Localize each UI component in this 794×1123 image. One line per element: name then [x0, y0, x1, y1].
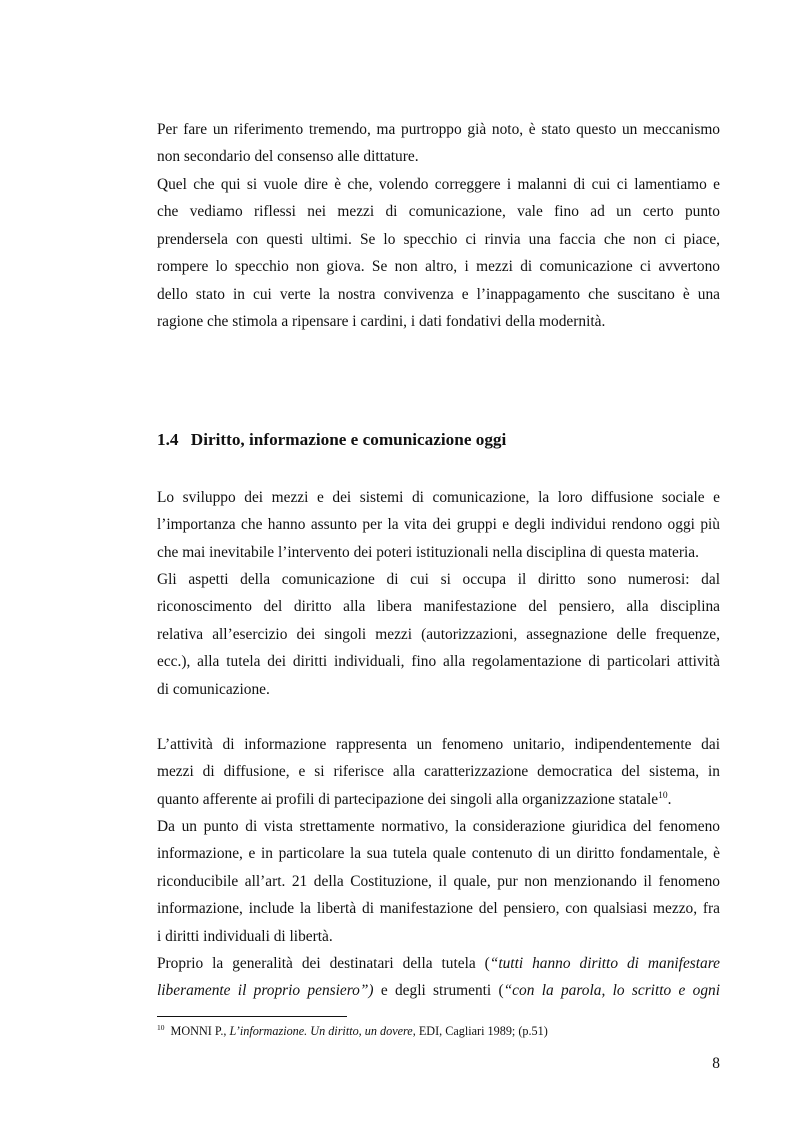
text-line: l’importanza che hanno assunto per la vita dei gruppi e degli individui rendono oggi più: [157, 516, 720, 534]
text-fragment: Proprio la generalità dei destinatari della tutela (: [157, 955, 490, 972]
section-title: Diritto, informazione e comunicazione oggi: [190, 430, 507, 449]
text-line: Per fare un riferimento tremendo, ma purtroppo già noto, è stato questo un meccanismo: [157, 121, 720, 138]
quoted-text: “tutti hanno diritto di manifestare: [489, 955, 720, 972]
footnote: [157, 1022, 548, 1040]
text-line: non secondario del consenso alle dittature.: [157, 148, 419, 166]
text-line: Da un punto di vista strettamente normativo, la considerazione giuridica del fenomeno: [157, 818, 720, 835]
paragraph-3: [157, 484, 720, 566]
text-line: Lo sviluppo dei mezzi e dei sistemi di comunicazione, la loro diffusione sociale e: [157, 489, 720, 506]
text-fragment: .: [667, 790, 672, 808]
text-line: riconducibile all’art. 21 della Costituzione, il quale, pur non menzionando il fenomeno: [157, 872, 720, 890]
page-number: 8: [712, 1055, 720, 1072]
text-line: ragione che stimola a ripensare i cardini, i dati fondativi della modernità.: [157, 313, 606, 331]
section-number: 1.4: [157, 430, 179, 449]
footnote-number: 10: [157, 1023, 165, 1032]
text-line: relativa all’esercizio dei singoli mezzi (autorizzazioni, assegnazione delle frequenze,: [157, 625, 720, 643]
text-fragment: e degli strumenti (: [373, 982, 504, 1000]
text-line: di comunicazione.: [157, 680, 270, 698]
text-fragment: quanto afferente ai profili di partecipazione dei singoli alla organizzazione statale: [157, 790, 659, 808]
text-line: [157, 950, 720, 977]
paragraph-5: [157, 731, 720, 813]
text-line: Quel che qui si vuole dire è che, volendo correggere i malanni di cui ci lamentiamo e: [157, 176, 720, 193]
text-line: ecc.), alla tutela dei diritti individuali, fino alla regolamentazione di particolari attività: [157, 653, 720, 671]
quoted-text: liberamente il proprio pensiero”): [157, 982, 374, 1000]
paragraph-4: [157, 566, 720, 703]
footnote-title: L’informazione. Un diritto, un dovere: [229, 1024, 413, 1038]
paragraph-2: [157, 171, 720, 335]
text-line: che mai inevitabile l’intervento dei poteri istituzionali nella disciplina di questa materia.: [157, 543, 699, 561]
text-line: informazione, include la libertà di manifestazione del pensiero, con qualsiasi mezzo, fra: [157, 900, 720, 918]
footnote-reference[interactable]: 10: [658, 790, 668, 801]
text-line: dello stato in cui verte la nostra convivenza e l’inappagamento che suscitano è una: [157, 285, 720, 303]
text-line: informazione, e in particolare la sua tutela quale contenuto di un diritto fondamentale, è: [157, 845, 720, 863]
paragraph-7: [157, 950, 720, 1005]
section-heading: [157, 426, 506, 454]
text-line: Gli aspetti della comunicazione di cui si occupa il diritto sono numerosi: dal: [157, 571, 720, 588]
text-line: L’attività di informazione rappresenta un fenomeno unitario, indipendentemente dai: [157, 736, 720, 753]
paragraph-6: [157, 813, 720, 950]
footnote-divider: [157, 1016, 347, 1017]
text-line: che vediamo riflessi nei mezzi di comunicazione, vale fino ad un certo punto: [157, 203, 720, 221]
text-line: i diritti individuali di libertà.: [157, 927, 333, 945]
paragraph-1: [157, 116, 720, 171]
text-line: riconoscimento del diritto alla libera manifestazione del pensiero, alla disciplina: [157, 598, 720, 616]
footnote-details: , EDI, Cagliari 1989; (p.51): [412, 1024, 548, 1038]
text-line: [157, 786, 720, 813]
text-line: mezzi di diffusione, e si riferisce alla caratterizzazione democratica del sistema, in: [157, 763, 720, 781]
footnote-author: MONNI P.,: [167, 1024, 230, 1038]
quoted-text: “con la parola, lo scritto e ogni: [503, 982, 720, 1000]
text-line: [157, 977, 720, 1004]
text-line: rompere lo specchio non giova. Se non altro, i mezzi di comunicazione ci avvertono: [157, 258, 720, 276]
text-line: prendersela con questi ultimi. Se lo specchio ci rinvia una faccia che non ci piace,: [157, 230, 720, 248]
